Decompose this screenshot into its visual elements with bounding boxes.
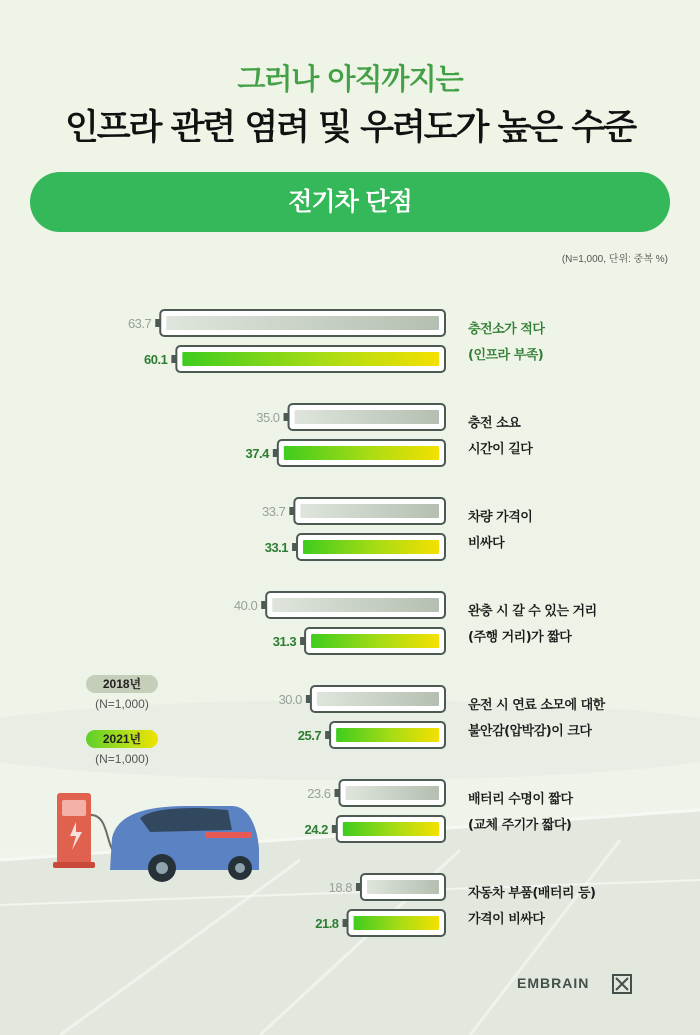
legend-n-2018: (N=1,000)	[95, 697, 149, 711]
legend-n-2021: (N=1,000)	[95, 752, 149, 766]
battery-tip	[171, 355, 176, 363]
bar-2018	[272, 598, 439, 612]
category-label: 불안감(압박감)이 크다	[468, 724, 592, 739]
value-label-2021: 37.4	[245, 446, 269, 461]
battery-tip	[273, 449, 278, 457]
category-label: 차량 가격이	[468, 510, 533, 525]
battery-tip	[300, 637, 305, 645]
bar-2021	[336, 728, 439, 742]
bar-2018	[300, 504, 439, 518]
category-label: 충전소가 적다	[468, 322, 545, 337]
category-label: 비싸다	[468, 536, 505, 551]
section-banner: 전기차 단점	[30, 172, 670, 232]
category-label: 자동차 부품(배터리 등)	[468, 886, 596, 901]
battery-tip	[356, 883, 361, 891]
category-label: 충전 소요	[468, 416, 521, 431]
value-label-2018: 35.0	[256, 410, 280, 425]
category-label: 완충 시 갈 수 있는 거리	[468, 604, 597, 619]
bar-2018	[317, 692, 439, 706]
battery-tip	[261, 601, 266, 609]
category-label: 가격이 비싸다	[468, 912, 545, 927]
bar-2021	[311, 634, 439, 648]
value-label-2018: 40.0	[233, 598, 258, 613]
battery-tip	[292, 543, 297, 551]
value-label-2021: 24.2	[304, 822, 328, 837]
embrain-logo-icon	[612, 974, 632, 994]
bar-2018	[346, 786, 439, 800]
subtitle: 그러나 아직까지는	[237, 62, 463, 96]
value-label-2018: 63.7	[127, 316, 152, 331]
value-label-2021: 33.1	[264, 540, 289, 555]
battery-tip	[155, 319, 160, 327]
bar-2018	[166, 316, 439, 330]
value-label-2018: 18.8	[328, 880, 352, 895]
battery-tip	[289, 507, 294, 515]
bar-2021	[284, 446, 439, 460]
category-label: (교체 주기가 짧다)	[468, 818, 572, 833]
battery-tip	[332, 825, 337, 833]
bar-2018	[367, 880, 439, 894]
bar-2021	[303, 540, 439, 554]
value-label-2018: 23.6	[307, 786, 331, 801]
value-label-2018: 30.0	[278, 692, 302, 707]
battery-tip	[335, 789, 340, 797]
battery-tip	[325, 731, 330, 739]
category-label: 시간이 길다	[468, 442, 533, 457]
battery-tip	[284, 413, 289, 421]
bar-2021	[343, 822, 439, 836]
category-label: (주행 거리)가 짧다	[468, 630, 572, 645]
brand-logo: EMBRAIN	[517, 975, 590, 991]
unit-note: (N=1,000, 단위: 중복 %)	[561, 254, 668, 265]
category-label: 배터리 수명이 짧다	[468, 792, 573, 807]
value-label-2021: 31.3	[272, 634, 297, 649]
bar-2021	[182, 352, 439, 366]
battery-tip	[343, 919, 348, 927]
category-label: (인프라 부족)	[468, 348, 544, 363]
page-title: 인프라 관련 염려 및 우려도가 높은 수준	[64, 108, 636, 148]
legend-chip-2018: 2018년	[86, 675, 158, 693]
legend-chip-2021: 2021년	[86, 730, 158, 748]
bar-2021	[354, 916, 439, 930]
value-label-2021: 25.7	[297, 728, 322, 743]
battery-tip	[306, 695, 311, 703]
value-label-2018: 33.7	[262, 504, 286, 519]
value-label-2021: 21.8	[315, 916, 339, 931]
category-label: 운전 시 연료 소모에 대한	[468, 698, 605, 713]
bar-2018	[295, 410, 439, 424]
value-label-2021: 60.1	[144, 352, 168, 367]
